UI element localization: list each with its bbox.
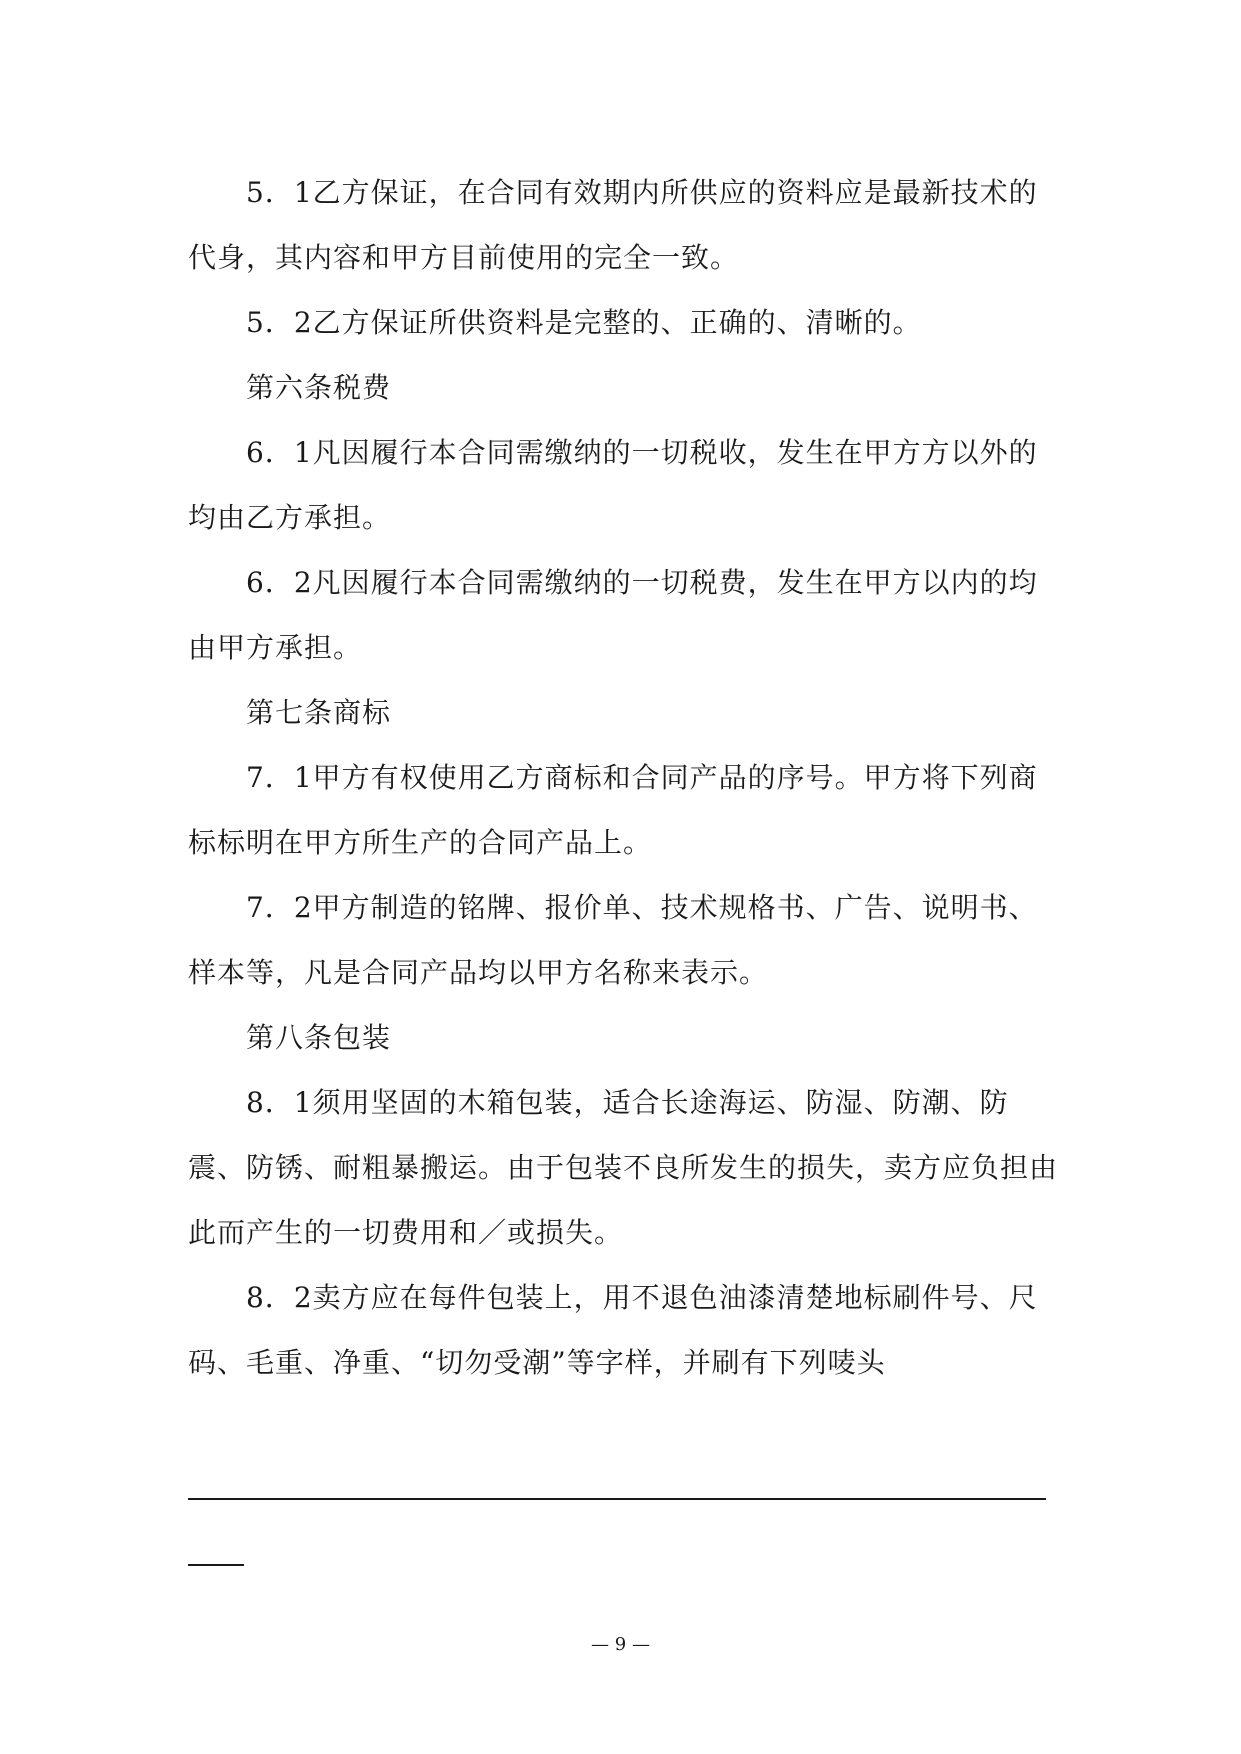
document-body bbox=[188, 160, 1058, 1395]
clause-7-2: 7．2甲方制造的铭牌、报价单、技术规格书、广告、说明书、样本等，凡是合同产品均以甲方名称来表示。 bbox=[188, 891, 1038, 989]
clause-8-1: 8．1须用坚固的木箱包装，适合长途海运、防湿、防潮、防震、防锈、耐粗暴搬运。由于包装不良所发生的损失，卖方应负担由此而产生的一切费用和／或损失。 bbox=[188, 1086, 1059, 1249]
article-8-heading: 第八条包装 bbox=[246, 1021, 392, 1054]
clause-7-1: 7．1甲方有权使用乙方商标和合同产品的序号。甲方将下列商标标明在甲方所生产的合同产品上。 bbox=[188, 761, 1038, 859]
clause-6-1: 6．1凡因履行本合同需缴纳的一切税收，发生在甲方方以外的均由乙方承担。 bbox=[188, 436, 1038, 534]
clause-5-1: 5．1乙方保证，在合同有效期内所供应的资料应是最新技术的代身，其内容和甲方目前使用的完全一致。 bbox=[188, 176, 1038, 274]
article-7-heading: 第七条商标 bbox=[246, 696, 392, 729]
page-number: — 9 — bbox=[591, 1634, 650, 1655]
clause-5-2: 5．2乙方保证所供资料是完整的、正确的、清晰的。 bbox=[246, 306, 922, 339]
fill-in-blank-line bbox=[188, 1498, 1046, 1500]
article-6-heading: 第六条税费 bbox=[246, 371, 392, 404]
clause-6-2: 6．2凡因履行本合同需缴纳的一切税费，发生在甲方以内的均由甲方承担。 bbox=[188, 566, 1038, 664]
fill-in-blank-line-end bbox=[188, 1564, 244, 1566]
clause-8-2: 8．2卖方应在每件包装上，用不退色油漆清楚地标刷件号、尺码、毛重、净重、“切勿受潮”等字样，并刷有下列唛头 bbox=[188, 1281, 1038, 1379]
